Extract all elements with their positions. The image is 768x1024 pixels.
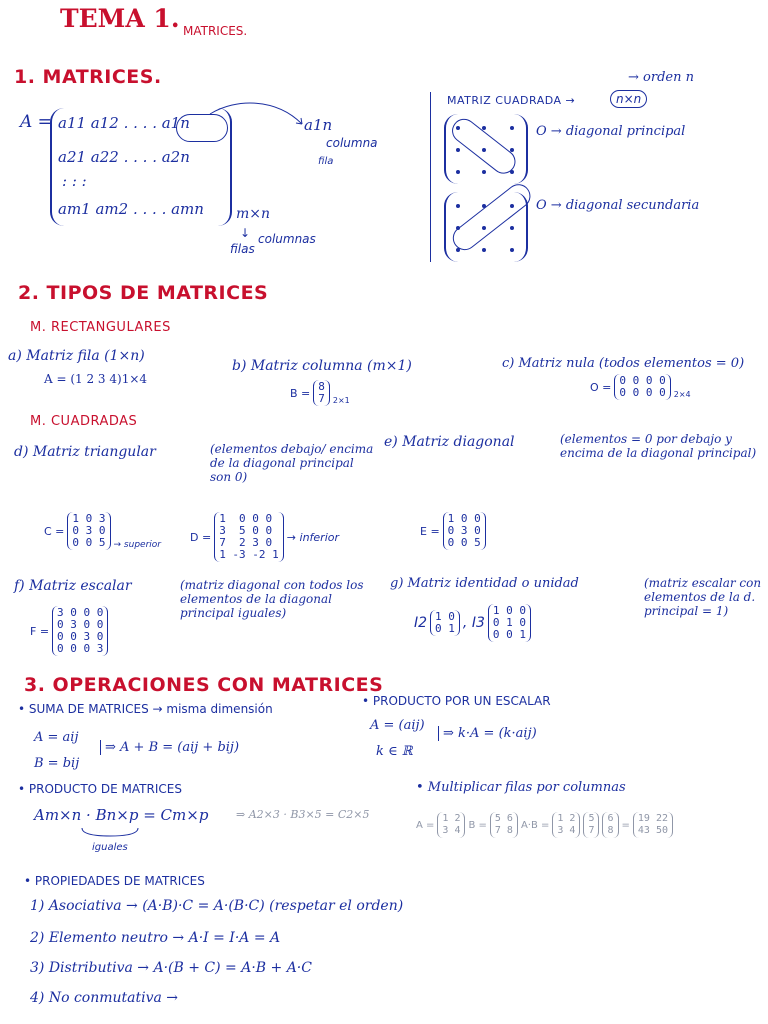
d-mat-note: → inferior xyxy=(286,530,340,544)
mult-r2-row: 7 xyxy=(588,825,595,836)
matrix-size: m×n xyxy=(236,206,271,222)
section-2-heading: 2. TIPOS DE MATRICES xyxy=(18,282,269,304)
d-mat-body xyxy=(214,512,284,562)
item-g-note: (matriz escalar con elementos de la d. principal = 1) xyxy=(644,576,762,618)
item-a-label: a) Matriz fila (1×n) xyxy=(8,348,145,364)
page-title: TEMA 1. xyxy=(60,4,180,33)
matrix-a-row-1: a11 a12 . . . . a1n xyxy=(58,114,190,132)
dot xyxy=(510,204,514,208)
square-size: n×n xyxy=(610,90,647,108)
dot xyxy=(510,170,514,174)
sq-heading: M. CUADRADAS xyxy=(30,414,138,429)
dot xyxy=(482,170,486,174)
escalar-a: A = (aij) xyxy=(370,718,425,733)
mult-r2 xyxy=(583,812,599,838)
item-d-note: (elementos debajo/ encima de la diagonal principal son 0) xyxy=(210,442,374,484)
e-mat-body xyxy=(443,512,486,550)
b-prefix: B = xyxy=(290,386,311,400)
i2-body xyxy=(430,610,460,636)
dot xyxy=(456,170,460,174)
orden-label: → orden n xyxy=(628,70,694,85)
d-mat-prefix: D = xyxy=(190,530,212,544)
mult-b xyxy=(490,812,518,838)
suma-result: ⇒ A + B = (aij + bij) xyxy=(100,740,239,755)
mult-result-row: 19 22 xyxy=(637,813,669,824)
i2-row: 1 0 xyxy=(435,610,455,623)
c-matrix xyxy=(614,374,670,400)
item-e-note: (elementos = 0 por debajo y encima de la diagonal principal) xyxy=(560,432,757,460)
producto-label: • PRODUCTO DE MATRICES xyxy=(18,782,182,796)
b-sub: 2×1 xyxy=(332,395,350,405)
suma-b: B = bij xyxy=(34,756,80,771)
item-f-label: f) Matriz escalar xyxy=(14,578,132,594)
dot xyxy=(482,226,486,230)
f-mat-prefix: F = xyxy=(30,624,50,638)
mult-eq-sign: = xyxy=(621,819,630,831)
c-mat-note: → superior xyxy=(113,540,161,550)
matrix-f xyxy=(30,606,108,656)
dot xyxy=(456,226,460,230)
d-mat-row: 1 -3 -2 1 xyxy=(219,548,279,561)
mult-result-row: 43 50 xyxy=(637,825,669,836)
f-mat-row: 0 0 0 3 xyxy=(57,642,104,655)
c-mat-row: 0 0 5 xyxy=(72,536,106,549)
dot xyxy=(510,248,514,252)
escalar-k: k ∈ ℝ xyxy=(376,744,413,759)
e-mat-row: 1 0 0 xyxy=(447,512,481,525)
element-a1n: a1n xyxy=(304,116,333,134)
dot xyxy=(456,126,460,130)
multiplicar-label: • Multiplicar filas por columnas xyxy=(416,780,626,795)
f-mat-body xyxy=(52,606,108,656)
escalar-result: ⇒ k·A = (k·aij) xyxy=(438,726,537,741)
dot xyxy=(482,204,486,208)
section-1-heading: 1. MATRICES. xyxy=(14,66,162,88)
b-matrix xyxy=(313,380,330,406)
dot xyxy=(510,148,514,152)
dot xyxy=(510,226,514,230)
dot xyxy=(482,148,486,152)
mult-a-row: 3 4 xyxy=(442,825,461,836)
producto-example: ⇒ A2×3 · B3×5 = C2×5 xyxy=(236,808,370,821)
c-mat-row: 1 0 3 xyxy=(72,512,106,525)
diag-secundaria-label: O → diagonal secundaria xyxy=(536,198,700,213)
mult-a xyxy=(437,812,465,838)
item-b-eq xyxy=(290,380,350,406)
matrix-e xyxy=(420,512,486,550)
i2-row: 0 1 xyxy=(435,622,455,635)
iguales-brace xyxy=(80,826,140,842)
i2-prefix: I2 xyxy=(414,615,428,631)
section-3-heading: 3. OPERACIONES CON MATRICES xyxy=(24,674,384,696)
prop-4: 4) No conmutativa → xyxy=(30,990,179,1006)
b-row: 7 xyxy=(318,392,325,405)
mult-r1-row: 3 4 xyxy=(557,825,576,836)
f-mat-row: 0 3 0 0 xyxy=(57,618,104,631)
prop-2: 2) Elemento neutro → A·I = I·A = A xyxy=(30,930,281,946)
filas-label: filas xyxy=(230,242,255,256)
i3-row: 1 0 0 xyxy=(492,604,526,617)
e-mat-row: 0 0 5 xyxy=(447,536,481,549)
item-d-label: d) Matriz triangular xyxy=(14,444,156,460)
mult-r3 xyxy=(602,812,618,838)
diag-principal-label: O → diagonal principal xyxy=(536,124,686,139)
mult-example xyxy=(416,812,673,838)
mult-result xyxy=(633,812,673,838)
mult-b-prefix: B = xyxy=(468,819,487,831)
columna-note: columna xyxy=(326,136,378,150)
mult-r1-row: 1 2 xyxy=(557,813,576,824)
d-mat-row: 1 0 0 0 xyxy=(219,512,273,525)
page-subtitle: MATRICES. xyxy=(183,24,248,38)
c-mat-prefix: C = xyxy=(44,524,65,538)
item-g-label: g) Matriz identidad o unidad xyxy=(390,576,579,591)
i3-body xyxy=(488,604,531,642)
item-e-label: e) Matriz diagonal xyxy=(384,434,515,450)
c-row: 0 0 0 0 xyxy=(619,386,666,399)
c-sub: 2×4 xyxy=(673,389,691,399)
fila-note: fila xyxy=(318,156,334,167)
matrix-a-row-2: a21 a22 . . . . a2n xyxy=(58,148,190,166)
mult-b-row: 7 8 xyxy=(494,825,513,836)
mult-r3-row: 6 xyxy=(607,813,614,824)
f-mat-row: 3 0 0 0 xyxy=(57,606,104,619)
e-mat-prefix: E = xyxy=(420,524,440,538)
vertical-divider xyxy=(430,92,431,262)
e-mat-row: 0 3 0 xyxy=(447,524,481,537)
item-c-label: c) Matriz nula (todos elementos = 0) xyxy=(502,356,745,371)
rect-heading: M. RECTANGULARES xyxy=(30,320,171,335)
i3-row: 0 1 0 xyxy=(492,616,526,629)
matrix-a-row-4: am1 am2 . . . . amn xyxy=(58,200,204,218)
square-matrix-title: MATRIZ CUADRADA → xyxy=(447,94,576,107)
b-row: 8 xyxy=(318,380,325,393)
d-mat-row: 3 5 0 0 xyxy=(219,524,273,537)
escalar-label: • PRODUCTO POR UN ESCALAR xyxy=(362,694,551,708)
matrix-identity xyxy=(414,604,531,642)
producto-eq: Am×n · Bn×p = Cm×p xyxy=(34,806,209,824)
dot xyxy=(456,148,460,152)
prop-3: 3) Distributiva → A·(B + C) = A·B + A·C xyxy=(30,960,312,976)
iguales-label: iguales xyxy=(92,842,128,853)
propiedades-label: • PROPIEDADES DE MATRICES xyxy=(24,874,205,888)
dot xyxy=(510,126,514,130)
d-mat-row: 7 2 3 0 xyxy=(219,536,273,549)
dot xyxy=(456,204,460,208)
i3-row: 0 0 1 xyxy=(492,628,526,641)
i3-prefix: , I3 xyxy=(462,615,485,631)
mult-b-row: 5 6 xyxy=(494,813,513,824)
f-mat-row: 0 0 3 0 xyxy=(57,630,104,643)
matrix-a-row-3: : : : xyxy=(62,172,87,190)
dot xyxy=(482,126,486,130)
matrix-c xyxy=(44,512,161,550)
suma-a: A = aij xyxy=(34,730,79,745)
c-prefix: O = xyxy=(590,380,612,394)
mult-r2-row: 5 xyxy=(588,813,595,824)
c-row: 0 0 0 0 xyxy=(619,374,666,387)
item-a-eq: A = (1 2 3 4)1×4 xyxy=(44,372,148,386)
mult-r1 xyxy=(552,812,580,838)
element-arrow xyxy=(206,98,316,138)
suma-label: • SUMA DE MATRICES → misma dimensión xyxy=(18,702,273,716)
filas-arrow: ↓ xyxy=(240,226,251,240)
mult-r3-row: 8 xyxy=(607,825,614,836)
item-b-label: b) Matriz columna (m×1) xyxy=(232,358,412,374)
dot xyxy=(482,248,486,252)
columnas-label: columnas xyxy=(258,232,316,246)
item-c-eq xyxy=(590,374,691,400)
c-mat-row: 0 3 0 xyxy=(72,524,106,537)
matrix-a-label: A = xyxy=(20,112,52,132)
mult-a-row: 1 2 xyxy=(442,813,461,824)
matrix-d xyxy=(190,512,339,562)
dot xyxy=(456,248,460,252)
c-mat-body xyxy=(67,512,110,550)
prop-1: 1) Asociativa → (A·B)·C = A·(B·C) (respetar el orden) xyxy=(30,898,404,914)
mult-a-prefix: A = xyxy=(416,819,435,831)
item-f-note: (matriz diagonal con todos los elementos de la diagonal principal iguales) xyxy=(180,578,364,620)
mult-ab-prefix: A·B = xyxy=(520,819,550,831)
